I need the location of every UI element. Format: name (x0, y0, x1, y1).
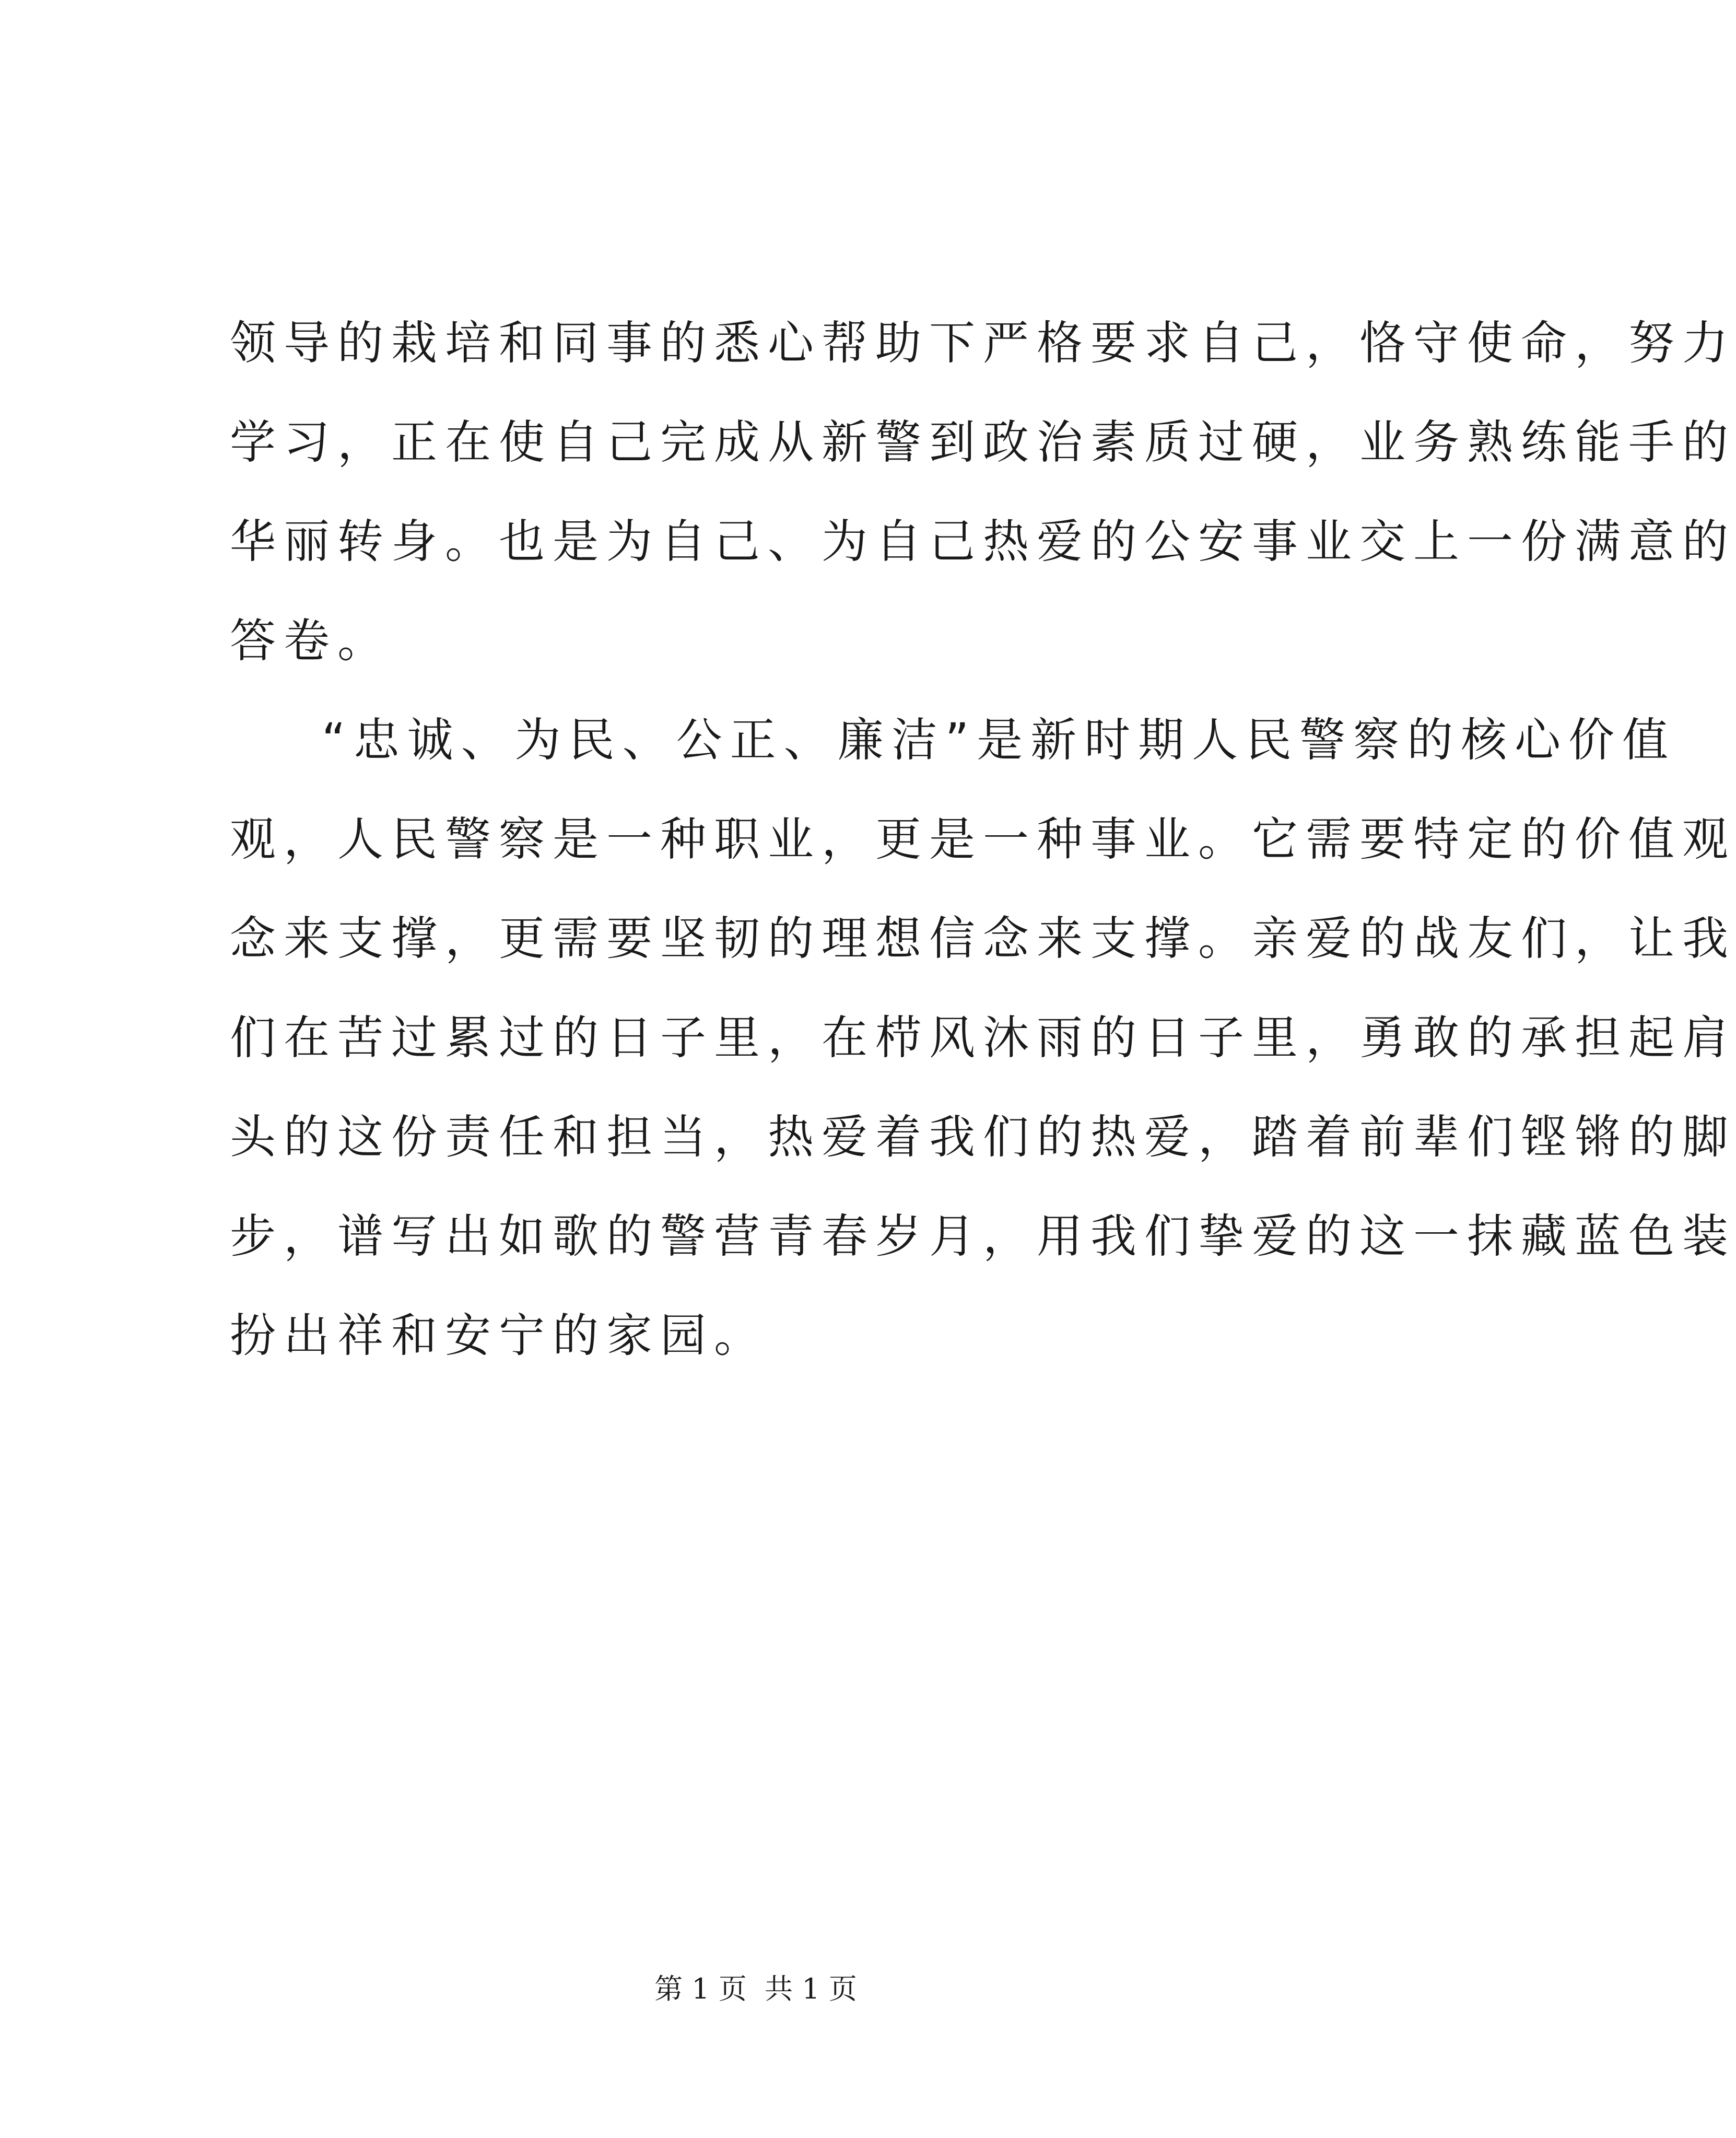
text-line: 们在苦过累过的日子里，在栉风沐雨的日子里，勇敢的承担起肩 (230, 1011, 1736, 1065)
page-footer: 第 1 页 共 1 页 (654, 1972, 857, 2005)
text-line: 步，谱写出如歌的警营青春岁月，用我们挚爱的这一抹藏蓝色装 (230, 1209, 1736, 1263)
paragraph-1 (230, 294, 1736, 691)
text-line: 华丽转身。也是为自己、为自己热爱的公安事业交上一份满意的 (230, 515, 1736, 568)
text-line: 念来支撑，更需要坚韧的理想信念来支撑。亲爱的战友们，让我 (230, 912, 1736, 965)
text-line: 领导的栽培和同事的悉心帮助下严格要求自己，恪守使命，努力 (230, 316, 1736, 370)
text-line: 学习，正在使自己完成从新警到政治素质过硬，业务熟练能手的 (230, 415, 1736, 469)
paragraph-2 (230, 691, 1736, 1385)
document-body (230, 294, 1736, 1385)
text-line: 答卷。 (230, 614, 392, 668)
text-line: 头的这份责任和担当，热爱着我们的热爱，踏着前辈们铿锵的脚 (230, 1110, 1736, 1164)
text-line: 扮出祥和安宁的家园。 (230, 1308, 768, 1362)
text-line: 观，人民警察是一种职业，更是一种事业。它需要特定的价值观 (230, 812, 1736, 866)
text-line: “忠诚、为民、公正、廉洁”是新时期人民警察的核心价值 (322, 713, 1676, 767)
